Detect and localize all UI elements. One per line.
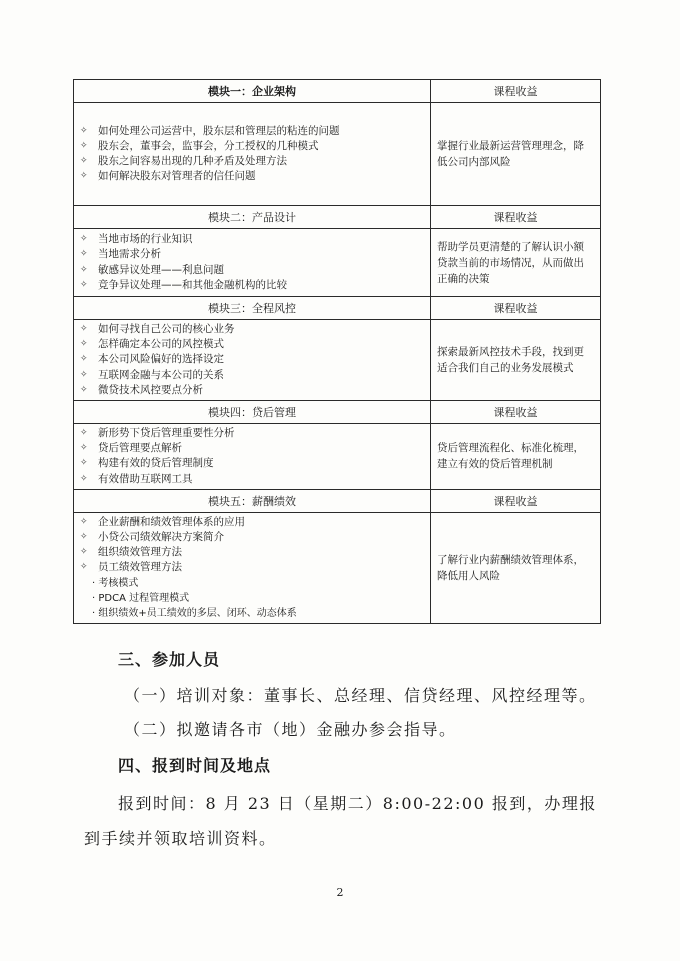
list-item-text: 如何处理公司运营中，股东层和管理层的粘连的问题 [98,124,340,137]
list-item [80,441,426,456]
list-item [80,472,426,487]
diamond-bullet-icon: ✧ [80,369,88,380]
diamond-bullet-icon: ✧ [80,354,88,365]
list-item-text: 企业薪酬和绩效管理体系的应用 [98,515,245,528]
list-item [80,530,426,545]
sub-list-item: · 组织绩效+员工绩效的多层、闭环、动态体系 [92,608,297,620]
module-body-row [74,103,601,206]
list-item-text: 小贷公司绩效解决方案简介 [98,531,224,544]
sub-list-item: · 考核模式 [92,577,139,589]
module-title: 模块二：产品设计 [74,206,431,229]
list-item [80,263,426,278]
module-items-cell [74,424,431,490]
diamond-bullet-icon: ✧ [80,125,88,136]
list-item-text: 股东之间容易出现的几种矛盾及处理方法 [98,155,287,167]
module-gain-text: 了解行业内薪酬绩效管理体系，降低用人风险 [431,512,601,623]
diamond-bullet-icon: ✧ [80,140,88,151]
gain-header: 课程收益 [431,80,601,103]
section4-heading: 四、报到时间及地点 [118,756,272,775]
module-title: 模块三：全程风控 [74,297,431,320]
page-number: 2 [336,886,344,899]
list-item [80,278,426,293]
module-header-row [74,489,601,512]
gain-header: 课程收益 [431,297,601,320]
module-gain-text: 帮助学员更清楚的了解认识小额贷款当前的市场情况，从而做出正确的决策 [431,229,601,297]
module-items-cell [74,103,431,206]
module-body-row [74,320,601,401]
gain-header: 课程收益 [431,206,601,229]
list-item [80,426,426,441]
diamond-bullet-icon: ✧ [80,428,88,439]
module-title: 模块五：薪酬绩效 [74,489,431,512]
diamond-bullet-icon: ✧ [80,473,88,484]
list-item-text: 贷后管理要点解析 [98,442,182,455]
module-gain-text: 探索最新风控技术手段，找到更适合我们自己的业务发展模式 [431,320,601,401]
section3-para1: （一）培训对象：董事长、总经理、信贷经理、风控经理等。 [124,686,597,705]
list-item-text: 当地需求分析 [98,248,161,261]
list-item [80,515,426,530]
module-body-row [74,229,601,297]
list-item-text: 股东会，董事会，监事会，分工授权的几种模式 [98,139,319,152]
module-body-row [74,512,601,623]
module-gain-text: 贷后管理流程化、标准化梳理，建立有效的贷后管理机制 [431,424,601,490]
diamond-bullet-icon: ✧ [80,562,88,573]
module-title: 模块一：企业架构 [74,80,431,103]
diamond-bullet-icon: ✧ [80,547,88,558]
diamond-bullet-icon: ✧ [80,384,88,395]
list-item [80,154,426,169]
list-item [80,139,426,154]
list-item-text: 怎样确定本公司的风控模式 [98,338,224,351]
course-module-table [73,79,601,624]
list-item [80,232,426,247]
list-item [80,322,426,337]
module-items-cell [74,229,431,297]
module-items-cell [74,512,431,623]
diamond-bullet-icon: ✧ [80,156,88,166]
list-item-text: 当地市场的行业知识 [98,233,193,246]
diamond-bullet-icon: ✧ [80,249,88,260]
diamond-bullet-icon: ✧ [80,324,88,334]
diamond-bullet-icon: ✧ [80,234,88,245]
module-title: 模块四：贷后管理 [74,401,431,424]
sub-list-item: · PDCA 过程管理模式 [92,592,190,604]
list-item-text: 新形势下贷后管理重要性分析 [98,427,235,440]
list-item [80,247,426,262]
list-item-text: 本公司风险偏好的选择设定 [98,353,224,366]
list-item [80,383,426,398]
diamond-bullet-icon: ✧ [80,458,88,469]
section3-para2: （二）拟邀请各市（地）金融办参会指导。 [124,720,457,739]
list-item [80,560,426,575]
module-header-row [74,401,601,424]
section4-para1-line2: 到手续并领取培训资料。 [84,829,277,848]
list-item-text: 构建有效的贷后管理制度 [98,457,214,470]
diamond-bullet-icon: ✧ [80,516,88,527]
diamond-bullet-icon: ✧ [80,339,88,350]
list-item [80,124,426,139]
module-body-row [74,424,601,490]
diamond-bullet-icon: ✧ [80,532,88,543]
list-item-text: 有效借助互联网工具 [98,472,193,485]
list-item-text: 员工绩效管理方法 [98,561,182,574]
module-gain-text: 掌握行业最新运营管理理念，降低公司内部风险 [431,103,601,206]
list-item-text: 微贷技术风控要点分析 [98,383,203,396]
list-item [80,456,426,471]
list-item-text: 如何寻找自己公司的核心业务 [98,323,235,335]
list-item [80,368,426,383]
diamond-bullet-icon: ✧ [80,264,88,275]
diamond-bullet-icon: ✧ [80,279,88,290]
module-header-row [74,80,601,103]
diamond-bullet-icon: ✧ [80,443,88,454]
list-item-text: 竞争异议处理——和其他金融机构的比较 [98,278,287,291]
list-item [80,545,426,560]
list-item [80,337,426,352]
module-items-cell [74,320,431,401]
gain-header: 课程收益 [431,401,601,424]
list-item-text: 如何解决股东对管理者的信任问题 [98,170,256,183]
module-header-row [74,297,601,320]
diamond-bullet-icon: ✧ [80,171,88,182]
list-item-text: 敏感异议处理——利息问题 [98,263,224,276]
section4-para1-line1: 报到时间：8 月 23 日（星期二）8:00-22:00 报到，办理报 [118,794,597,813]
list-item-text: 互联网金融与本公司的关系 [98,368,224,381]
list-item [80,169,426,184]
list-item-text: 组织绩效管理方法 [98,546,182,559]
section3-heading: 三、参加人员 [118,650,221,669]
list-item [80,352,426,367]
module-header-row [74,206,601,229]
gain-header: 课程收益 [431,489,601,512]
